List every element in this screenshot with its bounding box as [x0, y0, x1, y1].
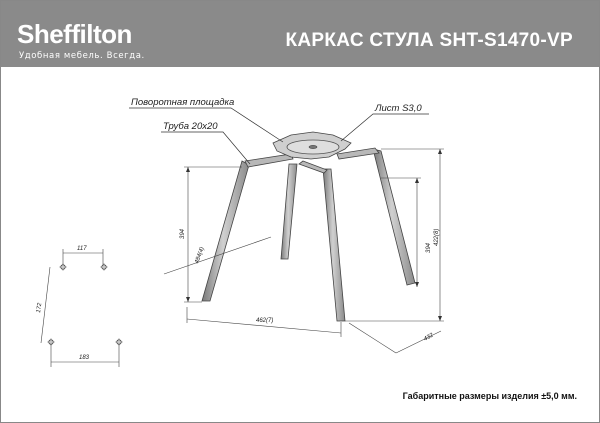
dim-overall-height: 422(8) — [434, 228, 440, 246]
leg-rear-right — [373, 149, 415, 285]
callout-swivel-plate: Поворотная площадка — [131, 97, 235, 108]
leg-front-left — [281, 164, 297, 259]
brand-tagline: Удобная мебель. Всегда. — [19, 51, 145, 61]
callout-tube: Труба 20х20 — [163, 121, 218, 132]
dim-depth-right: 432 — [423, 332, 435, 343]
dim-hole-top: 117 — [77, 246, 87, 252]
tolerance-note: Габаритные размеры изделия ±5,0 мм. — [402, 391, 577, 401]
leg-front-right — [323, 169, 345, 321]
dim-leg-height-right: 394 — [426, 242, 432, 253]
technical-drawing — [1, 1, 599, 422]
chair-frame — [202, 132, 415, 321]
leader-sheet — [341, 114, 429, 141]
swivel-center — [309, 145, 317, 148]
dim-width-front: 462(7) — [256, 318, 274, 324]
brand-logo: Sheffilton — [17, 19, 132, 49]
hole-pattern — [36, 246, 123, 367]
tube-left — [245, 154, 293, 167]
dim-hole-bottom: 183 — [79, 355, 90, 361]
dim-leg-height-left: 394 — [180, 228, 186, 239]
callout-sheet: Лист S3,0 — [375, 103, 422, 114]
dim-span-diagonal: 484(4) — [194, 246, 206, 265]
dim-hole-side: 172 — [36, 302, 44, 314]
leader-tube — [161, 132, 250, 164]
leg-rear-left — [202, 161, 249, 301]
product-title: КАРКАС СТУЛА SHT-S1470-VP — [285, 30, 573, 51]
tube-front — [299, 161, 327, 173]
